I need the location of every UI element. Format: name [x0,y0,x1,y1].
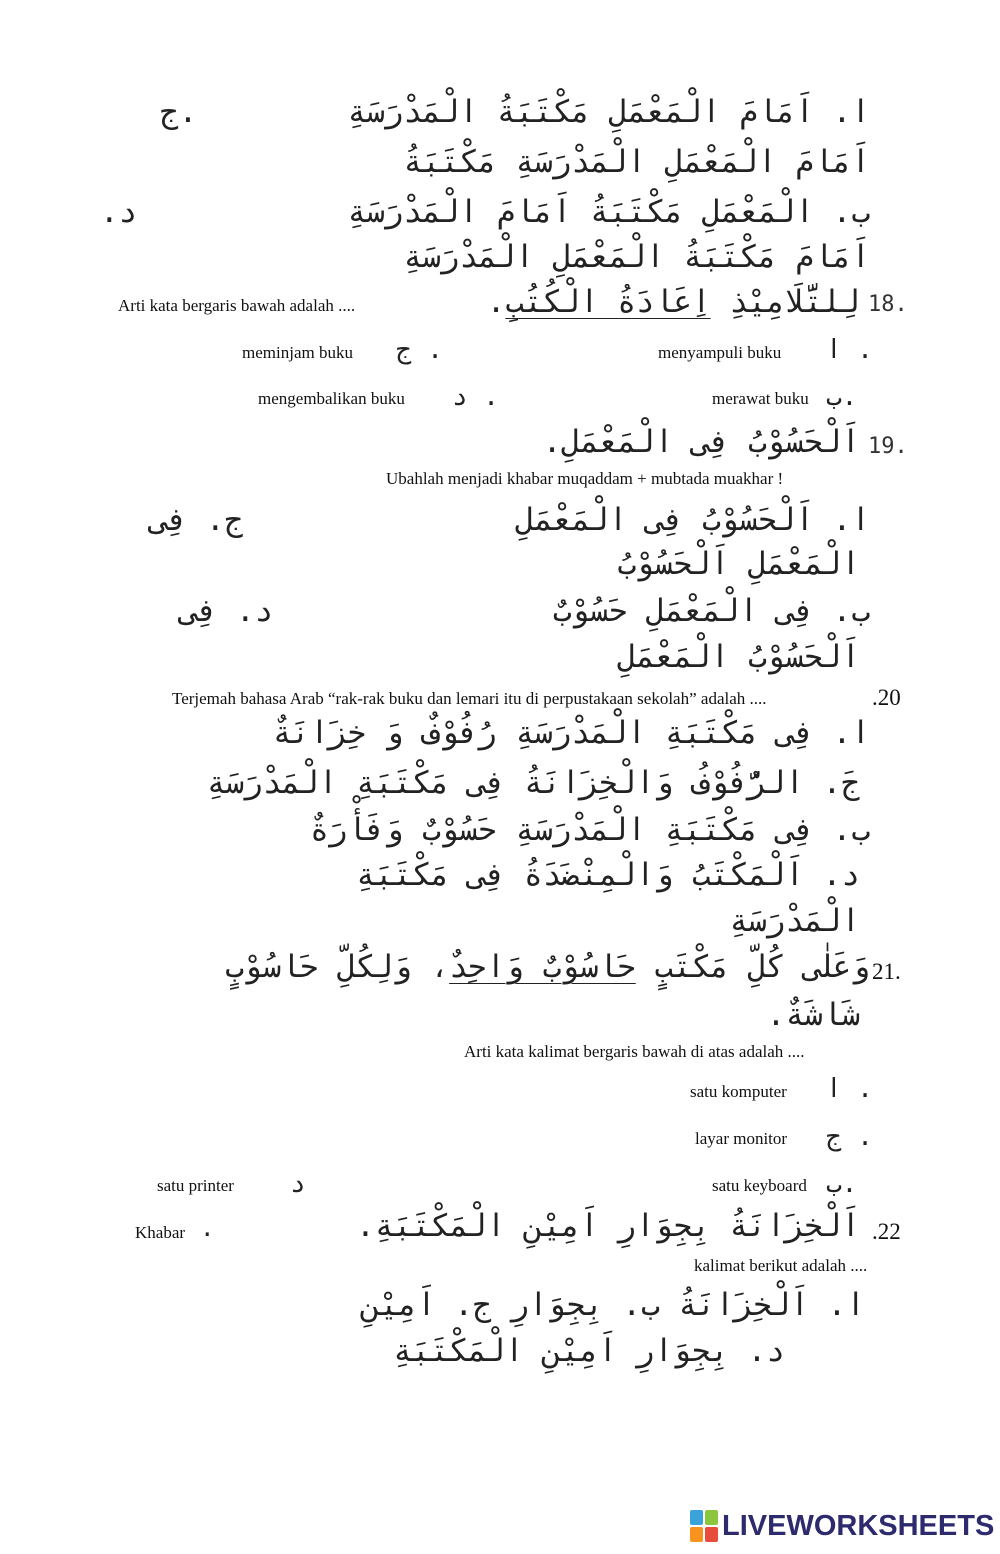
q17-option-c-letter: ج. [160,94,198,130]
q21-sentence [225,949,870,985]
q20-option-d-cont: الْمَدْرَسَةِ [729,903,860,939]
q18-option-c-text: meminjam buku [242,343,353,362]
q19-number: 19. [868,434,908,459]
q22-sentence: اَلْخِزَانَةُ بِجِوَارِ اَمِيْنِ الْمَكْتَبَةِ. [356,1208,860,1244]
q18-option-b-text: merawat buku [712,389,809,408]
q20-option-a: ا. فِى مَكْتَبَةِ الْمَدْرَسَةِ رُفُوْفٌ وَ خِزَانَةٌ [272,715,870,751]
q18-sentence [486,284,860,320]
q22-option-d: د. بِجِوَارِ اَمِيْنِ الْمَكْتَبَةِ [393,1333,785,1369]
q21-option-c-letter: ج . [826,1122,873,1152]
q21-instruction: Arti kata kalimat bergaris bawah di atas adalah .... [464,1042,805,1061]
q20-instruction: Terjemah bahasa Arab “rak-rak buku dan lemari itu di perpustakaan sekolah” adalah .... [172,689,767,708]
q21-option-d-text: satu printer [157,1176,234,1195]
q17-option-d-letter: د. [100,194,138,230]
q20-option-b: ب. فِى مَكْتَبَةِ الْمَدْرَسَةِ حَسُوْبٌ وَفَأْرَةٌ [310,812,870,848]
q21-part1: وَعَلٰى كُلِّ مَكْتَبٍ [654,949,870,985]
q18-instruction: Arti kata bergaris bawah adalah .... [118,296,356,315]
q21-option-a-letter: ا . [826,1074,873,1104]
q18-suffix: . [486,284,506,320]
q21-number: 21. [872,959,901,984]
q17-option-b: ب. الْمَعْمَلِ مَكْتَبَةُ اَمَامَ الْمَدْرَسَةِ [347,194,870,230]
logo-text: LIVEWORKSHEETS [722,1509,995,1542]
q18-number: 18. [868,292,908,317]
q18-prefix: لِلتَّلَامِيْذِ [729,284,860,320]
q22-instruction-khabar: Khabar [135,1223,186,1242]
q18-option-b-letter: ب. [826,382,858,412]
q22-instruction: kalimat berikut adalah .... [694,1256,868,1275]
logo-mark-icon [690,1510,718,1542]
q19-option-c-cont: الْمَعْمَلِ اَلْحَسُوْبُ [617,546,860,582]
q20-option-c: جَ. الرُّفُوْفُ وَالْخِزَانَةُ فِى مَكْتَبَةِ الْمَدْرَسَةِ [206,765,860,801]
q17-option-d-text: اَمَامَ مَكْتَبَةُ الْمَعْمَلِ الْمَدْرَسَةِ [403,239,870,275]
q18-option-c-letter: ج . [396,335,443,365]
q19-option-d-cont: اَلْحَسُوْبُ الْمَعْمَلِ [617,639,860,675]
q21-option-c-text: layar monitor [695,1129,788,1148]
q21-option-a-text: satu komputer [690,1082,787,1101]
q18-option-a-letter: ا . [826,335,873,365]
q20-number: .20 [872,685,901,710]
q20-option-d: د. اَلْمَكْتَبُ وَالْمِنْضَدَةُ فِى مَكْتَبَةِ [356,857,860,893]
q21-sentence-line2: شَاشَةٌ. [766,997,860,1033]
q21-part2: ، وَلِكُلِّ حَاسُوْبٍ [225,949,450,985]
q19-option-a: ا. اَلْحَسُوْبُ فِى الْمَعْمَلِ [515,502,870,538]
q19-sentence: اَلْحَسُوْبُ فِى الْمَعْمَلِ. [542,424,860,460]
q18-underlined-phrase: اِعَادَةُ الْكُتُبِ [505,284,711,320]
q19-option-b: ب. فِى الْمَعْمَلِ حَسُوْبٌ [552,593,870,629]
q21-underlined-phrase: حَاسُوْبٌ وَاحِدٌ [449,949,636,985]
q18-option-d-letter: د . [452,382,499,412]
q18-option-a-text: menyampuli buku [658,343,782,362]
q18-option-d-text: mengembalikan buku [258,389,405,408]
q19-option-c: ج. فِى [150,502,244,538]
liveworksheets-logo [690,1508,994,1544]
q19-option-d: د. فِى [180,593,274,629]
q19-instruction: Ubahlah menjadi khabar muqaddam + mubtada muakhar ! [386,469,784,488]
q21-option-b-text: satu keyboard [712,1176,807,1195]
q22-number: .22 [872,1219,901,1244]
q22-options-abc: ا. اَلْخِزَانَةُ ب. بِجِوَارِ ج. اَمِيْنِ [361,1287,865,1323]
q17-option-c-text: اَمَامَ الْمَعْمَلِ الْمَدْرَسَةِ مَكْتَبَةُ [403,144,870,180]
q17-option-a: ا. اَمَامَ الْمَعْمَلِ مَكْتَبَةُ الْمَدْرَسَةِ [347,94,870,130]
q21-option-d-letter: د [290,1169,306,1199]
q22-bullet: . [200,1214,215,1242]
q21-option-b-letter: ب. [826,1169,858,1199]
